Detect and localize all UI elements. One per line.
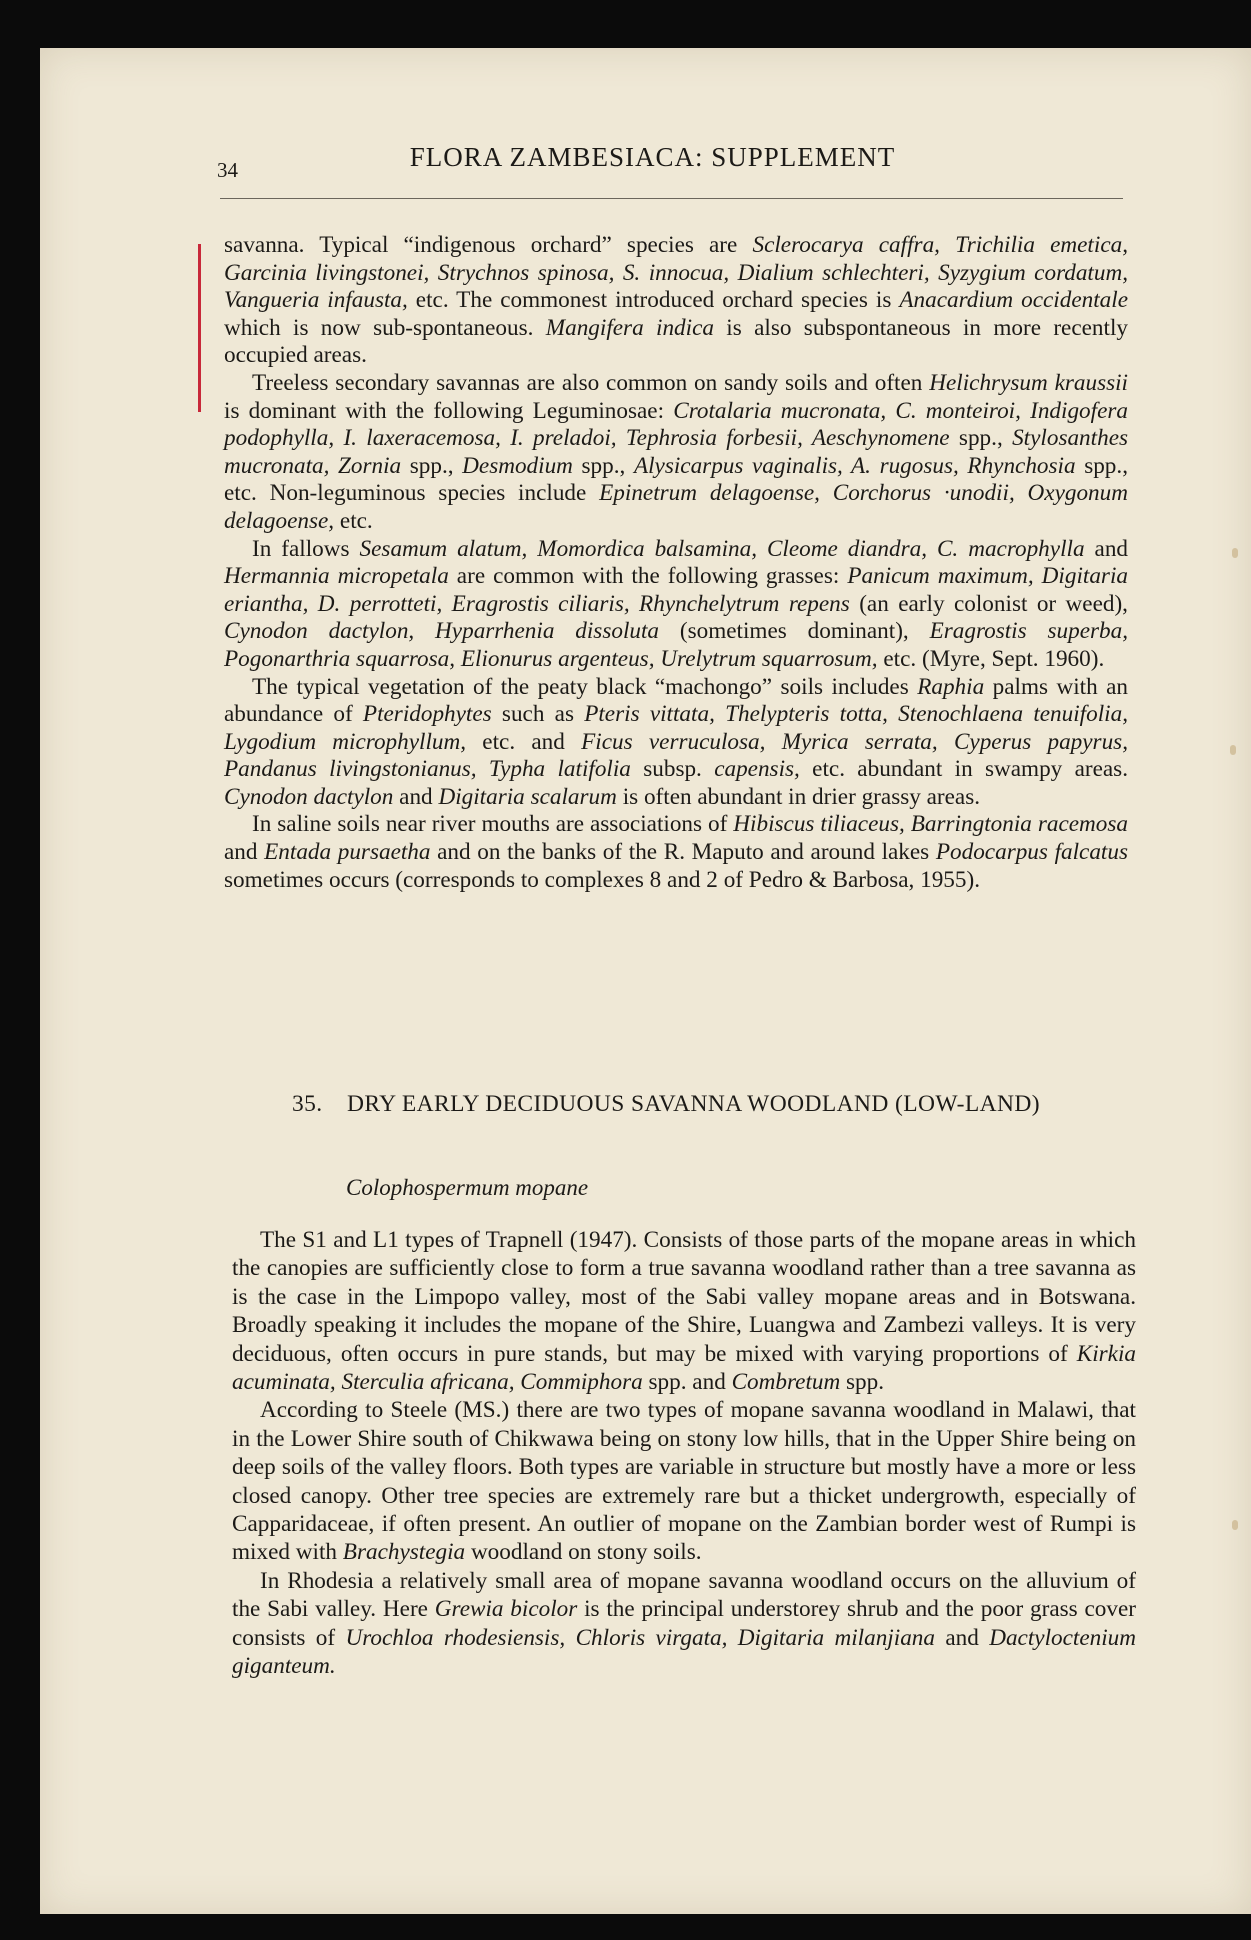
text-run: savanna. Typical “indigenous orchard” species are (224, 232, 753, 258)
paragraph (224, 811, 1128, 894)
text-run: In saline soils near river mouths are associations of (252, 811, 734, 838)
italic-run: Urochloa rhodesiensis, Chloris virgata, Digitaria milanjiana (345, 1624, 935, 1651)
text-run: are common with the following grasses: (448, 563, 848, 590)
section-subheading: Colophospermum mopane (346, 1175, 589, 1200)
text-run: woodland on stony soils. (465, 1539, 702, 1566)
text-run: is also subspontaneous in more recently occupied areas. (224, 314, 1128, 369)
text-run: spp. (840, 1369, 885, 1396)
text-run: etc. and (466, 728, 582, 755)
paragraph (232, 1567, 1136, 1681)
text-run: The typical vegetation of the peaty black “machongo” soils includes (252, 673, 918, 700)
italic-run: Panicum maximum, Digitaria eriantha, D. perrotteti, Eragrostis ciliaris, Rhynchelytrum repens (224, 563, 1128, 617)
text-run: (sometimes dominant), (659, 618, 930, 645)
text-run: The S1 and L1 types of Trapnell (1947). Consists of those parts of the mopane areas in which the canopies are sufficiently close to form a true savanna woodland rather than a tree savanna as is the case in the Limpopo valley, most of the Sabi valley mopane areas and in Botswana. Broadly speaking it includes the mopane of the Shire, Luangwa and Zambezi valleys. It is very deciduous, often occurs in pure stands, but may be mixed with varying proportions of (232, 1227, 1136, 1367)
paper-speck (1232, 1520, 1238, 1530)
text-run: spp., (401, 452, 463, 479)
text-run: subsp. (630, 756, 715, 783)
section-text (232, 1226, 1136, 1681)
section-title: DRY EARLY DECIDUOUS SAVANNA WOODLAND (LOW-LAND) (347, 1091, 1040, 1117)
text-run: is often abundant in drier grassy areas. (616, 783, 981, 810)
italic-run: Anacardium occidentale (899, 287, 1128, 314)
body-text (224, 232, 1128, 894)
text-run: spp. and (642, 1369, 732, 1396)
text-run: and (393, 783, 439, 810)
text-run: and (1084, 535, 1129, 562)
page-header (175, 142, 1130, 182)
italic-run: Epinetrum delagoense, Corchorus ·unodii, Oxygonum delagoense, (224, 480, 1128, 534)
text-run: spp., (572, 452, 634, 479)
header-rule (220, 198, 1123, 199)
paragraph (224, 370, 1128, 536)
paper-speck (1230, 745, 1236, 755)
text-run: According to Steele (MS.) there are two types of mopane savanna woodland in Malawi, that in the Lower Shire south of Chikwawa being on stony low hills, that in the Upper Shire being on deep soils of the valley floors. Both types are variable in structure but mostly have a more or less closed canopy. Other tree species are extremely rare but a thicket undergrowth, especially of Capparidaceae, if often present. An outlier of mopane on the Zambian border west of Rumpi is mixed with (232, 1397, 1136, 1566)
italic-run: Hibiscus tiliaceus, Barringtonia racemosa (733, 811, 1128, 838)
margin-mark (198, 244, 201, 412)
italic-run: Crotalaria mucronata, C. monteiroi, Indigofera podophylla, I. laxeracemosa, I. preladoi, Tephrosia forbesii, Aeschynomene (224, 397, 1128, 452)
text-run: etc. (334, 507, 373, 534)
text-run: and (224, 839, 265, 866)
text-run: such as (491, 701, 585, 728)
text-run: etc. (Myre, Sept. 1960). (877, 645, 1105, 672)
text-run: (an early colonist or weed), (849, 590, 1128, 617)
page-number: 34 (217, 158, 238, 182)
paper-speck (1232, 548, 1238, 558)
italic-run: capensis, (714, 756, 800, 783)
paragraph (232, 1226, 1136, 1396)
paragraph (224, 674, 1128, 812)
text-run: spp., etc. Non-leguminous species include (224, 452, 1128, 507)
italic-run: Ficus verruculosa, Myrica serrata, Cyperus papyrus, Pandanus livingstonianus, Typha latifolia (224, 728, 1128, 783)
text-run: and (934, 1624, 990, 1651)
italic-run: Brachystegia (342, 1539, 466, 1566)
running-title: FLORA ZAMBESIACA: SUPPLEMENT (409, 142, 896, 172)
italic-run: Cynodon dactylon, Hyparrhenia dissoluta (224, 618, 660, 645)
text-run: is dominant with the following Leguminosae: (224, 397, 674, 424)
italic-run: Grewia bicolor (434, 1596, 578, 1623)
italic-run: Podocarpus falcatus (935, 839, 1128, 866)
text-run: In fallows (252, 535, 360, 562)
italic-run: Cynodon dactylon (224, 783, 394, 810)
italic-run: Raphia (917, 673, 985, 700)
italic-run: Helichrysum kraussii (929, 369, 1129, 396)
text-run: and on the banks of the R. Maputo and around lakes (430, 839, 936, 866)
italic-run: Hermannia micropetala (224, 563, 449, 590)
text-run: etc. abundant in swampy areas. (799, 756, 1128, 783)
text-run: spp., (949, 425, 1013, 452)
italic-run: Combretum (731, 1369, 841, 1396)
text-run: which is now sub-spontaneous. (224, 314, 546, 341)
italic-run: Desmodium (462, 452, 573, 479)
section-heading (292, 1090, 1122, 1118)
italic-run: Alysicarpus vaginalis, A. rugosus, Rhynchosia (633, 452, 1076, 479)
text-run: is the principal understorey shrub and the poor grass cover consists of (232, 1596, 1136, 1651)
section-number: 35. (292, 1091, 323, 1117)
italic-run: Dactyloctenium giganteum. (232, 1624, 1137, 1680)
italic-run: Pteridophytes (362, 701, 492, 728)
text-run: etc. The commonest introduced orchard species is (407, 287, 900, 314)
italic-run: Eragrostis superba, Pogonarthria squarrosa, Elionurus argenteus, Urelytrum squarrosum, (224, 618, 1128, 672)
text-run: sometimes occurs (corresponds to complexes 8 and 2 of Pedro & Barbosa, 1955). (224, 866, 981, 893)
paragraph (224, 232, 1128, 370)
italic-run: Mangifera indica (545, 314, 714, 341)
paragraph (232, 1396, 1136, 1566)
italic-run: Digitaria scalarum (438, 783, 617, 810)
text-run: palms with an abundance of (224, 673, 1128, 728)
italic-run: Pteris vittata, Thelypteris totta, Stenochlaena tenuifolia, Lygodium microphyllum, (224, 701, 1128, 755)
italic-run: Sesamum alatum, Momordica balsamina, Cleome diandra, C. macrophylla (359, 535, 1085, 562)
text-run: Treeless secondary savannas are also common on sandy soils and often (252, 369, 930, 396)
paragraph (224, 536, 1128, 674)
italic-run: Stylosanthes mucronata, Zornia (224, 425, 1129, 479)
italic-run: Kirkia acuminata, Sterculia africana, Commiphora (232, 1340, 1136, 1396)
italic-run: Sclerocarya caffra, Trichilia emetica, Garcinia livingstonei, Strychnos spinosa, S. innocua, Dialium schlechteri, Syzygium cordatum, Vangueria infausta, (224, 232, 1128, 314)
text-run: In Rhodesia a relatively small area of mopane savanna woodland occurs on the alluvium of the Sabi valley. Here (232, 1567, 1136, 1623)
italic-run: Entada pursaetha (264, 839, 431, 866)
